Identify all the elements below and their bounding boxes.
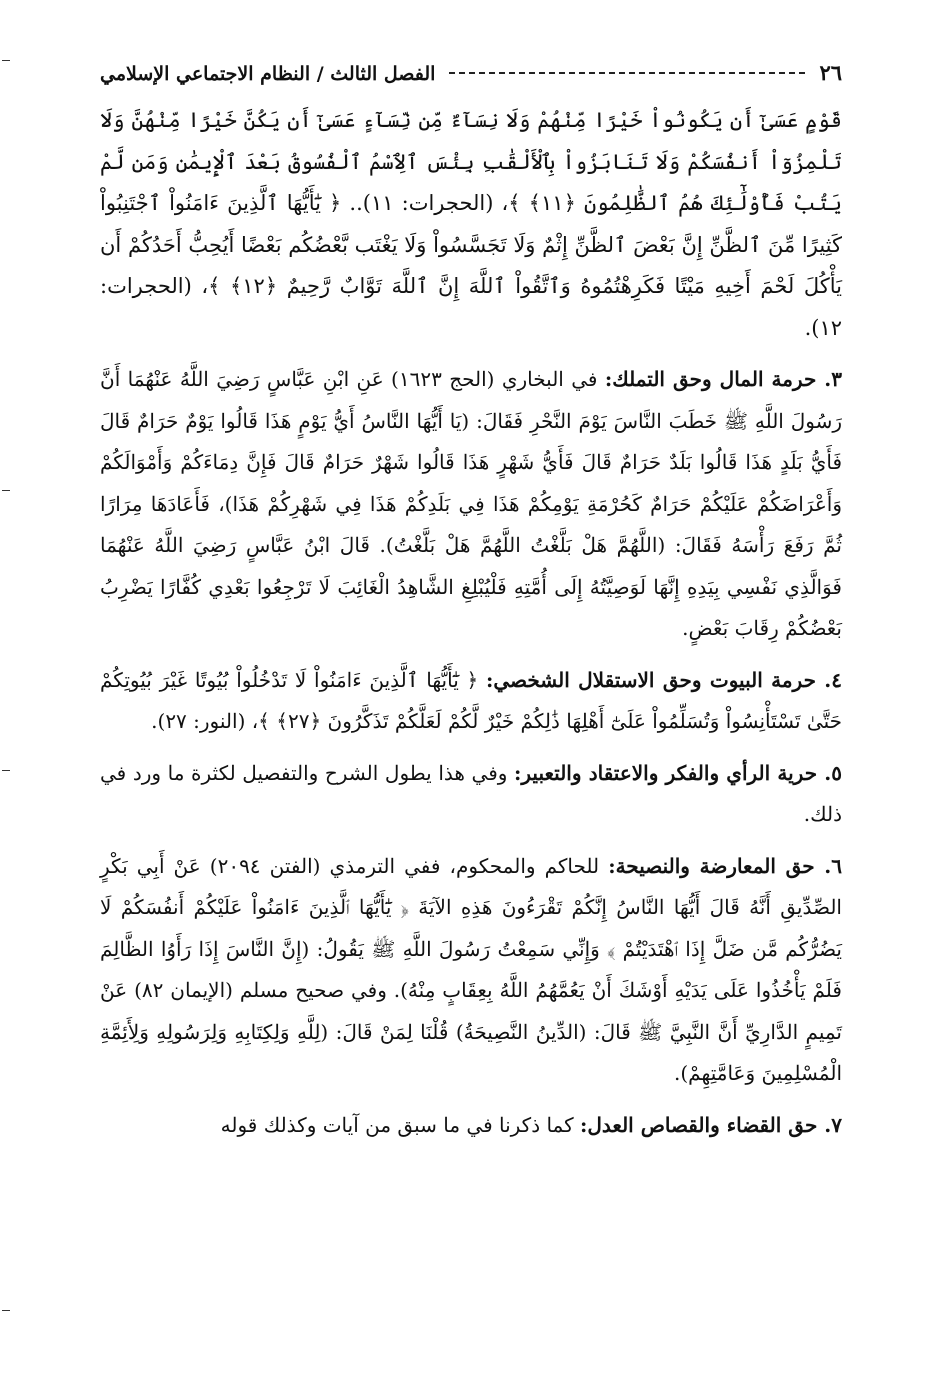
book-page bbox=[100, 60, 842, 1146]
margin-mark bbox=[2, 1310, 10, 1311]
margin-mark bbox=[2, 490, 10, 491]
margin-mark bbox=[2, 770, 10, 771]
paragraph-justice bbox=[100, 1105, 842, 1147]
section-title: ٤. حرمة البيوت وحق الاستقلال الشخصي: bbox=[485, 667, 842, 692]
paragraph-property-rights bbox=[100, 359, 842, 650]
chapter-title: الفصل الثالث / النظام الاجتماعي الإسلامي bbox=[100, 63, 436, 85]
paragraph-body: في البخاري (الحج ١٦٢٣) عَنِ ابْنِ عَبَّاسٍ رَضِيَ اللَّهُ عَنْهُمَا أَنَّ رَسُولَ اللَّهِ ﷺ خَطَبَ النَّاسَ يَوْمَ النَّحْرِ فَقَالَ: (يَا أَيُّهَا النَّاسُ أَيُّ يَوْمٍ هَذَا قَالُوا يَوْمٌ حَرَامٌ قَالَ فَأَيُّ بَلَدٍ هَذَا قَالُوا بَلَدٌ حَرَامٌ قَالَ فَأَيُّ شَهْرٍ هَذَا قَالُوا شَهْرٌ حَرَامٌ قَالَ فَإِنَّ دِمَاءَكُمْ وَأَمْوَالَكُمْ وَأَعْرَاضَكُمْ عَلَيْكُمْ حَرَامٌ كَحُرْمَةِ يَوْمِكُمْ هَذَا فِي بَلَدِكُمْ هَذَا فِي شَهْرِكُمْ هَذَا)، فَأَعَادَهَا مِرَارًا ثُمَّ رَفَعَ رَأْسَهُ فَقَالَ: (اللَّهُمَّ هَلْ بَلَّغْتُ اللَّهُمَّ هَلْ بَلَّغْتُ). قَالَ ابْنُ عَبَّاسٍ رَضِيَ اللَّهُ عَنْهُمَا فَوَالَّذِي نَفْسِي بِيَدِهِ إِنَّهَا لَوَصِيَّتُهُ إِلَى أُمَّتِهِ فَلْيُبْلِغِ الشَّاهِدُ الْغَائِبَ لَا تَرْجِعُوا بَعْدِي كُفَّارًا يَضْرِبُ بَعْضُكُمْ رِقَابَ بَعْضٍ. bbox=[100, 367, 842, 640]
paragraph-body: ﴿ يَٰٓأَيُّهَا ٱلَّذِينَ ءَامَنُواْ لَا تَدْخُلُواْ بُيُوتًا غَيْرَ بُيُوتِكُمْ حَتَّىٰ تَسْتَأْنِسُواْ وَتُسَلِّمُواْ عَلَىٰٓ أَهْلِهَا ذَٰلِكُمْ خَيْرٌ لَّكُمْ لَعَلَّكُمْ تَذَكَّرُونَ ﴿٢٧﴾ ﴾، (النور: ٢٧). bbox=[100, 667, 842, 733]
paragraph-opposition-advice bbox=[100, 846, 842, 1095]
paragraph-quran-hujurat bbox=[100, 100, 842, 349]
section-title: ٣. حرمة المال وحق التملك: bbox=[604, 367, 843, 391]
margin-mark bbox=[2, 60, 10, 61]
paragraph-body: وفي هذا يطول الشرح والتفصيل لكثرة ما ورد في ذلك. bbox=[100, 760, 842, 826]
section-title: ٧. حق القضاء والقصاص العدل: bbox=[580, 1112, 842, 1137]
header-dashes bbox=[449, 72, 805, 74]
page-number: ٢٦ bbox=[819, 60, 842, 85]
section-title: ٦. حق المعارضة والنصيحة: bbox=[608, 853, 842, 878]
paragraph-body: كما ذكرنا في ما سبق من آيات وكذلك قوله bbox=[220, 1112, 581, 1137]
paragraph-body: للحاكم والمحكوم، ففي الترمذي (الفتن ٢٠٩٤) عَنْ أَبِي بَكْرٍ الصِّدِّيقِ أَنَّهُ قَالَ أَيُّهَا النَّاسُ إِنَّكُمْ تَقْرَءُونَ هَذِهِ الآيَةَ ﴿ يَٰٓأَيُّهَا ٱلَّذِينَ ءَامَنُواْ عَلَيْكُمْ أَنفُسَكُمْ لَا يَضُرُّكُم مَّن ضَلَّ إِذَا ٱهْتَدَيْتُمْ ﴾ وَإِنِّي سَمِعْتُ رَسُولَ اللَّهِ ﷺ يَقُولُ: (إِنَّ النَّاسَ إِذَا رَأَوُا الظَّالِمَ فَلَمْ يَأْخُذُوا عَلَى يَدَيْهِ أَوْشَكَ أَنْ يَعُمَّهُمُ اللَّهُ بِعِقَابٍ مِنْهُ). وفي صحيح مسلم (الإيمان ٨٢) عَنْ تَمِيمٍ الدَّارِيِّ أَنَّ النَّبِيَّ ﷺ قَالَ: (الدِّينُ النَّصِيحَةُ) قُلْنَا لِمَنْ قَالَ: (لِلَّهِ وَلِكِتَابِهِ وَلِرَسُولِهِ وَلِأَئِمَّةِ الْمُسْلِمِينَ وَعَامَّتِهِمْ). bbox=[100, 853, 842, 1085]
section-title: ٥. حرية الرأي والفكر والاعتقاد والتعبير: bbox=[514, 760, 842, 785]
paragraph-freedom-expression bbox=[100, 753, 842, 836]
running-header bbox=[100, 60, 842, 100]
paragraph-home-privacy bbox=[100, 660, 842, 743]
paragraph-body: قَوْمٍ عَسَىٰٓ أَن يَكُونُواْ خَيْرًا مِّنْهُمْ وَلَا نِسَآءٌ مِّن نِّسَآءٍ عَسَىٰٓ أَن يَكُنَّ خَيْرًا مِّنْهُنَّ وَلَا تَلْمِزُوٓاْ أَنفُسَكُمْ وَلَا تَنَابَزُواْ بِٱلْأَلْقَٰبِ بِئْسَ ٱلِٱسْمُ ٱلْفُسُوقُ بَعْدَ ٱلْإِيمَٰنِ وَمَن لَّمْ يَتُبْ فَأُوْلَٰٓئِكَ هُمُ ٱلظَّٰلِمُونَ ﴿١١﴾ ﴾، (الحجرات: ١١).. ﴿ يَٰٓأَيُّهَا ٱلَّذِينَ ءَامَنُواْ ٱجْتَنِبُواْ كَثِيرًا مِّنَ ٱلظَّنِّ إِنَّ بَعْضَ ٱلظَّنِّ إِثْمٌ وَلَا تَجَسَّسُواْ وَلَا يَغْتَب بَّعْضُكُم بَعْضًا أَيُحِبُّ أَحَدُكُمْ أَن يَأْكُلَ لَحْمَ أَخِيهِ مَيْتًا فَكَرِهْتُمُوهُ وَٱتَّقُواْ ٱللَّهَ إِنَّ ٱللَّهَ تَوَّابٌ رَّحِيمٌ ﴿١٢﴾ ﴾، (الحجرات: ١٢). bbox=[100, 108, 843, 340]
